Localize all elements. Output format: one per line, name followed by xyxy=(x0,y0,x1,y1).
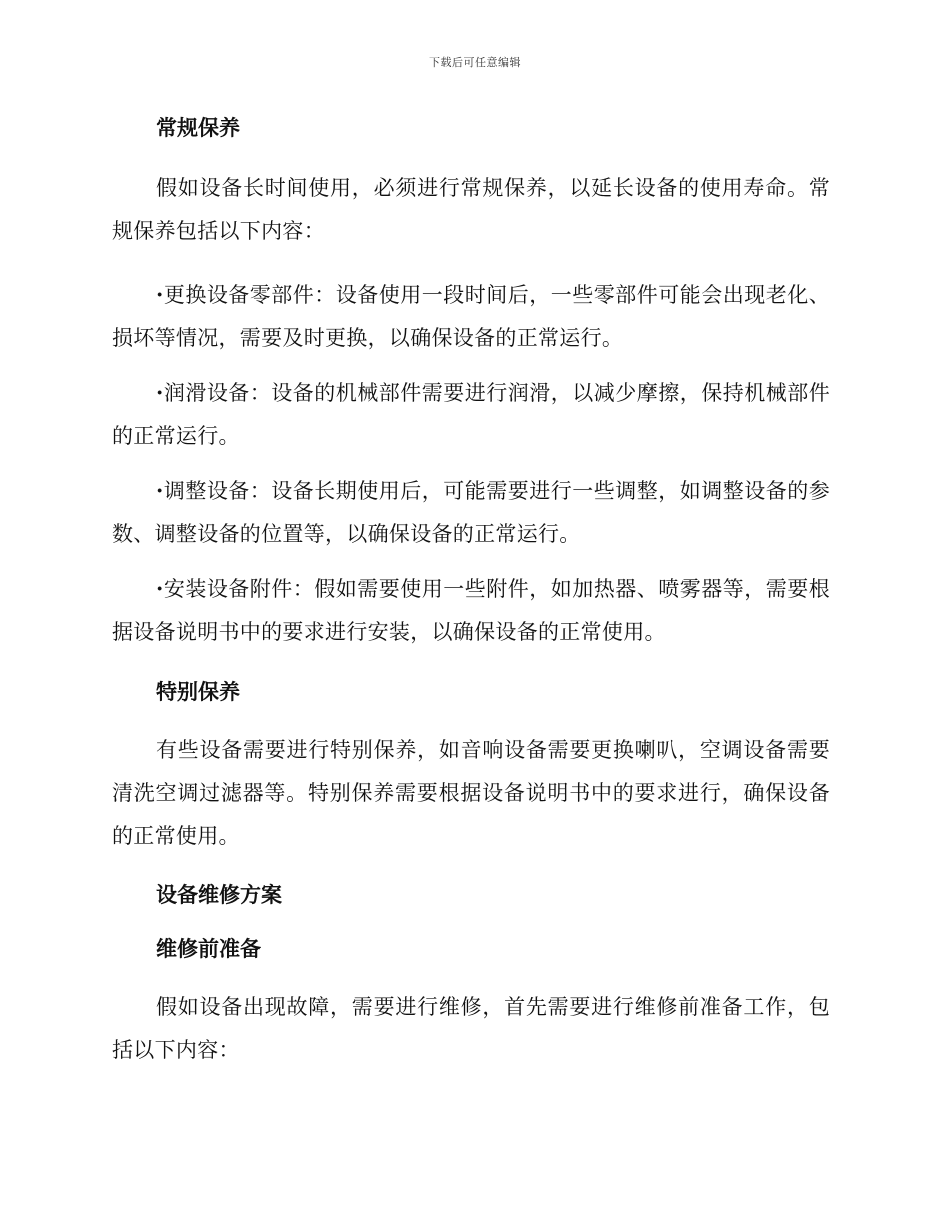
page-header: 下载后可任意编辑 xyxy=(429,56,521,69)
bullet-marker: · xyxy=(156,576,164,601)
section-heading-routine-maintenance: 常规保养 xyxy=(156,116,240,140)
paragraph-special-maintenance: 有些设备需要进行特别保养，如音响设备需要更换喇叭，空调设备需要清洗空调过滤器等。特别保养需要根据设备说明书中的要求进行，确保设备的正常使用。 xyxy=(112,738,830,848)
bullet-text: 安装设备附件：假如需要使用一些附件，如加热器、喷雾器等，需要根据设备说明书中的要求进行安装，以确保设备的正常使用。 xyxy=(112,577,830,644)
section-heading-pre-repair: 维修前准备 xyxy=(156,937,261,961)
bullet-marker: · xyxy=(156,380,164,405)
bullet-marker: · xyxy=(156,282,164,307)
bullet-item-install-accessories xyxy=(112,567,830,654)
document-body xyxy=(112,108,830,1072)
section-heading-special-maintenance: 特别保养 xyxy=(156,680,240,704)
bullet-item-adjustment xyxy=(112,469,830,556)
bullet-text: 更换设备零部件：设备使用一段时间后，一些零部件可能会出现老化、损坏等情况，需要及时更换，以确保设备的正常运行。 xyxy=(112,283,830,350)
bullet-item-lubrication xyxy=(112,371,830,458)
paragraph-routine-intro: 假如设备长时间使用，必须进行常规保养，以延长设备的使用寿命。常规保养包括以下内容： xyxy=(112,176,830,243)
bullet-text: 润滑设备：设备的机械部件需要进行润滑，以减少摩擦，保持机械部件的正常运行。 xyxy=(112,381,830,448)
bullet-marker: · xyxy=(156,478,164,503)
bullet-item-replace-parts xyxy=(112,273,830,360)
section-heading-repair-plan: 设备维修方案 xyxy=(156,883,282,907)
paragraph-pre-repair-intro: 假如设备出现故障，需要进行维修，首先需要进行维修前准备工作，包括以下内容： xyxy=(112,995,830,1062)
bullet-text: 调整设备：设备长期使用后，可能需要进行一些调整，如调整设备的参数、调整设备的位置等，以确保设备的正常运行。 xyxy=(112,479,830,546)
